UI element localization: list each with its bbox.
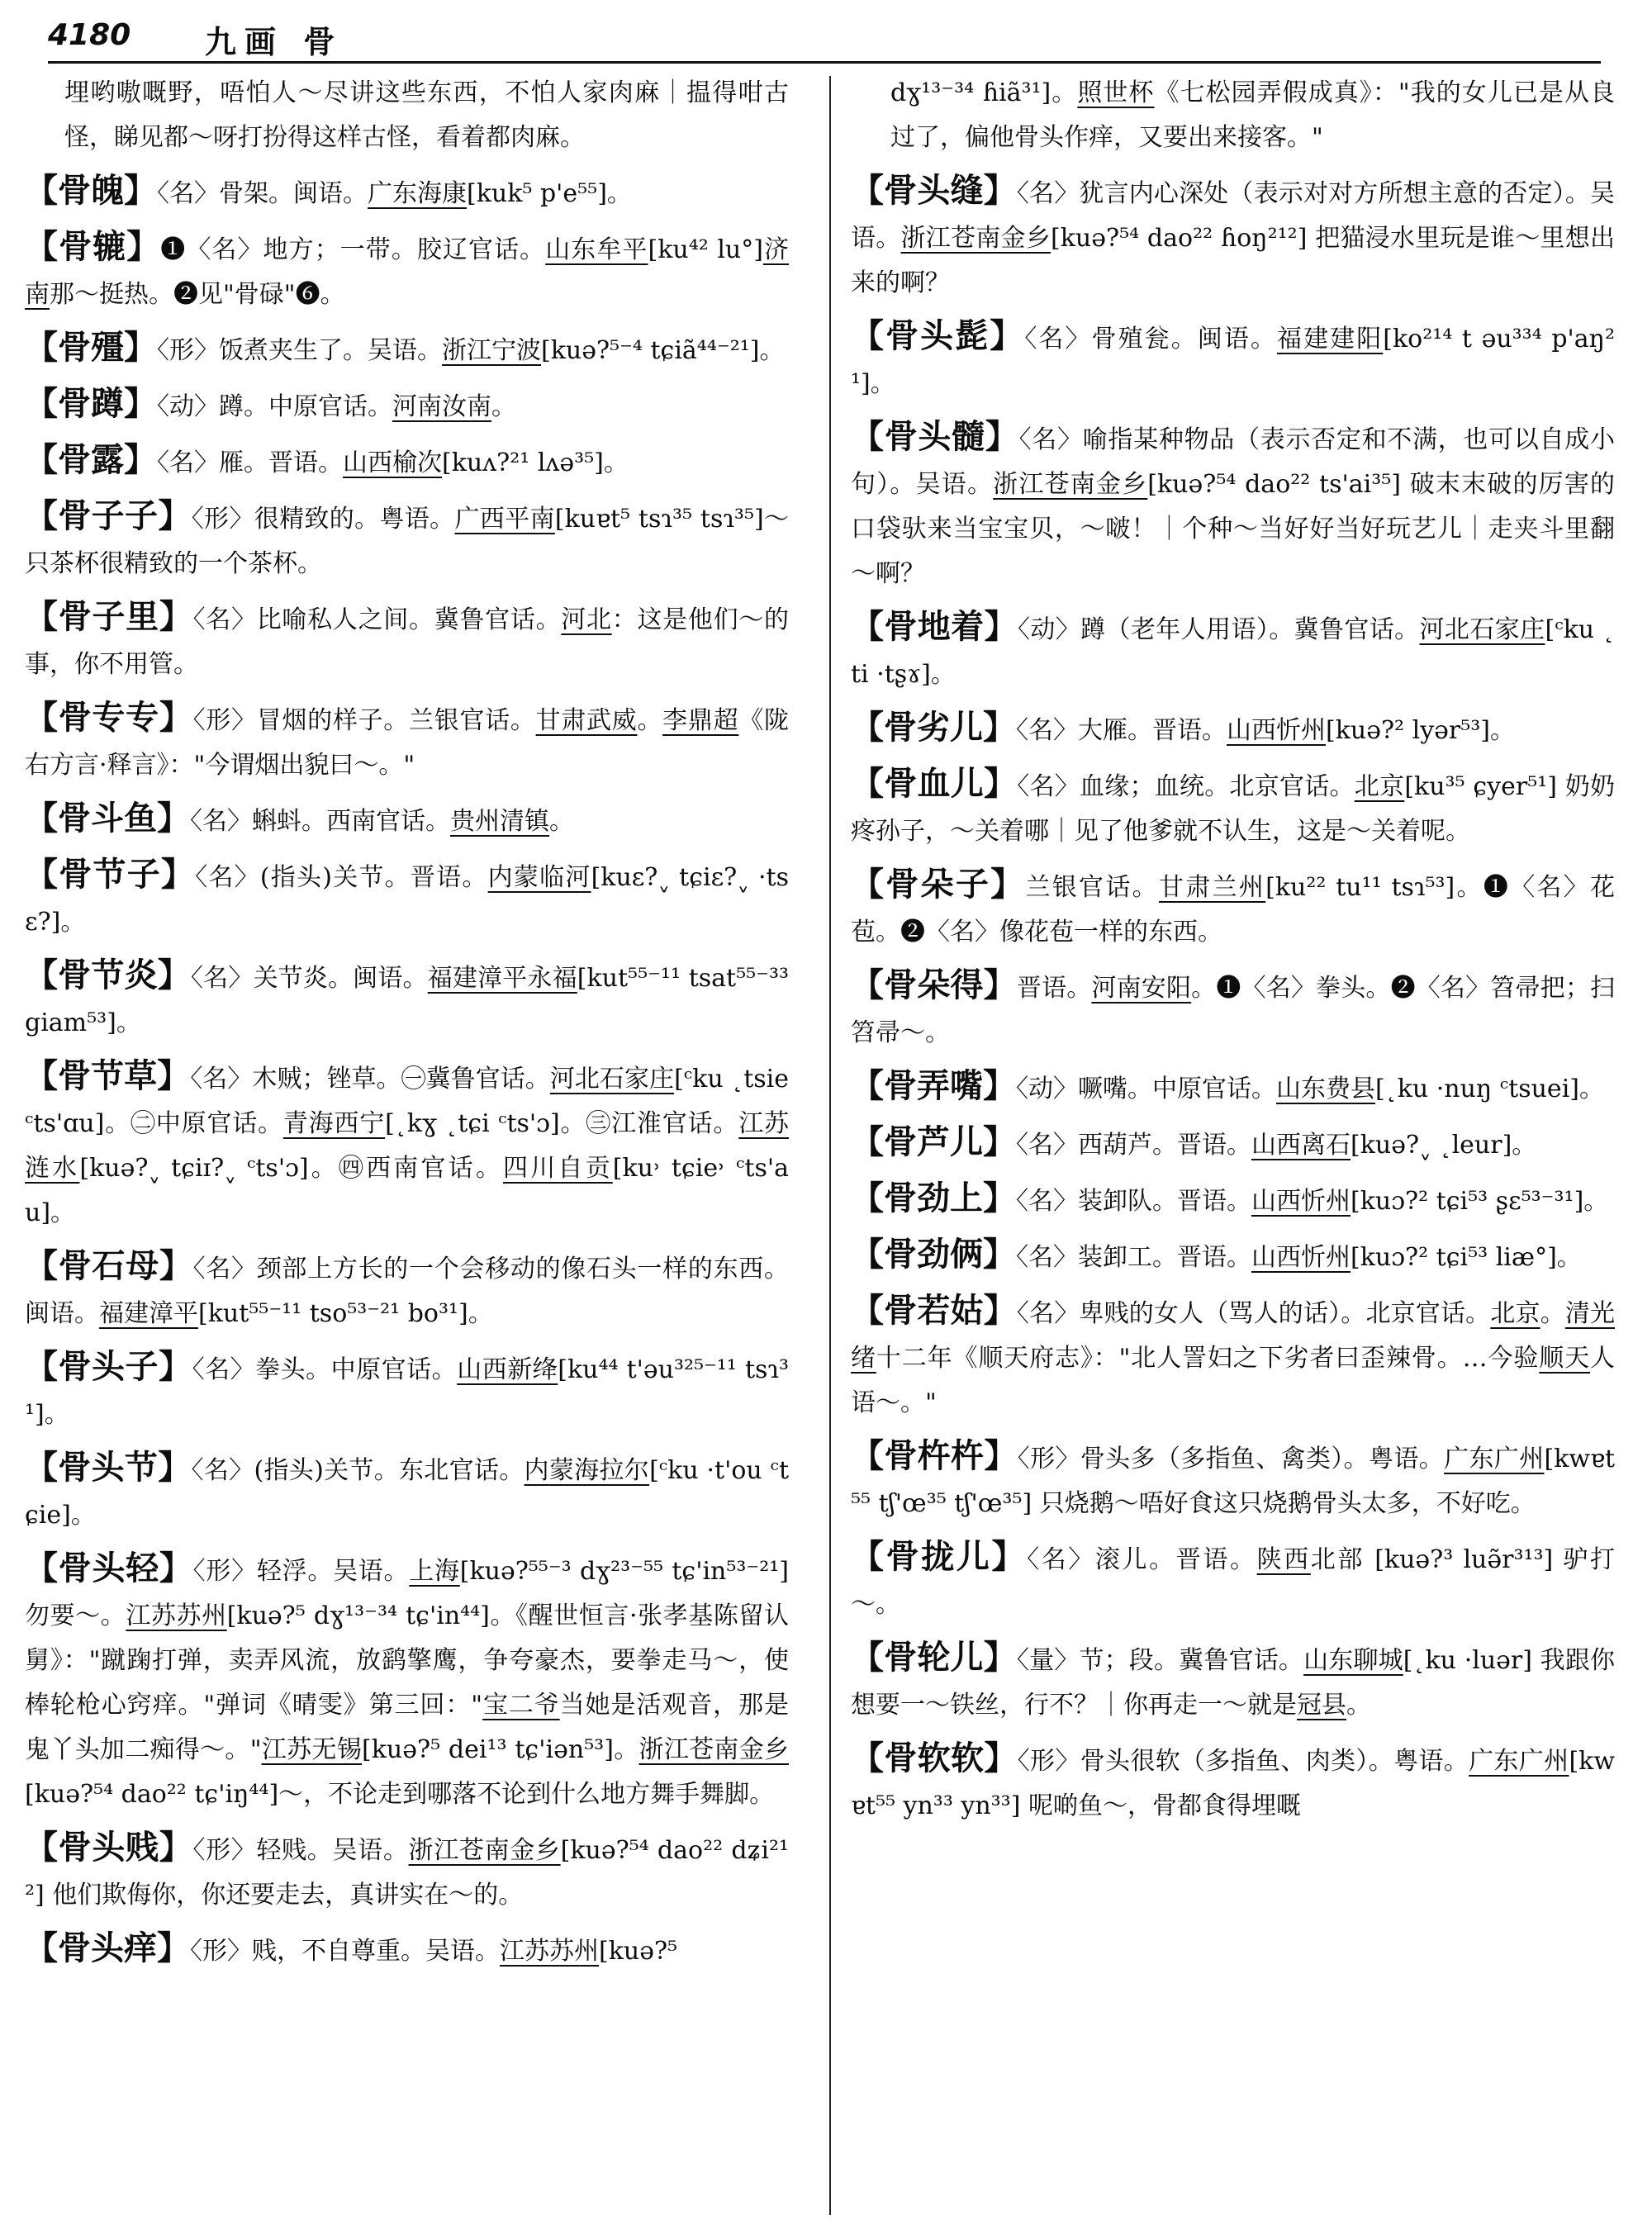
- entry-text: 〈形〉很精致的。粤语。: [191, 505, 455, 534]
- entry-text: [ku⁴² lu°]: [648, 235, 763, 264]
- dictionary-entry: [851, 1064, 1615, 1112]
- place-name: 浙江宁波: [442, 336, 541, 365]
- place-name: 河北石家庄: [1419, 615, 1545, 644]
- entry-text: 〈名〉颈部上方长的一个会移动的像石头一样的东西。闽语。: [25, 1255, 789, 1328]
- dictionary-entry: [25, 595, 789, 687]
- place-name: 山西忻州: [1251, 1187, 1351, 1216]
- entry-headword: 【骨头节】: [25, 1449, 192, 1487]
- entry-headword: 【骨蹲】: [25, 385, 157, 423]
- dictionary-entry: [851, 762, 1615, 854]
- dictionary-entry: [25, 1054, 789, 1236]
- dictionary-entry: [851, 1288, 1615, 1426]
- entry-text: [˛ku ·nuŋ ᶜtsuei]。: [1375, 1075, 1604, 1103]
- place-name: 河南汝南: [392, 392, 491, 421]
- dictionary-entry: [851, 415, 1615, 596]
- entry-text: 〈形〉饭煮夹生了。吴语。: [157, 336, 442, 365]
- entry-text: 〈名〉装卸队。晋语。: [1016, 1187, 1251, 1216]
- entry-text: 〈名〉木贼；锉草。㊀冀鲁官话。: [190, 1065, 550, 1094]
- dictionary-entry: [851, 1434, 1615, 1526]
- entry-text: 〈名〉(指头)关节。晋语。: [195, 863, 488, 892]
- entry-text: 。: [549, 807, 574, 836]
- place-name: 福建建阳: [1277, 325, 1384, 353]
- dictionary-entry: [25, 494, 789, 586]
- dictionary-entry: [25, 168, 789, 216]
- entry-text: [ko²¹⁴ t əu³³⁴ p'aŋ²¹]。: [851, 325, 1615, 398]
- entry-text: [kuə?⁵⁴ dao²² dʑi²¹²] 他们欺侮你，你还要走去，真讲实在～的。: [25, 1836, 789, 1910]
- place-name: 山西榆次: [343, 448, 442, 477]
- entry-text: ❶〈名〉地方；一带。胶辽官话。: [160, 235, 546, 264]
- entry-text: 埋哟嗷嘅野，唔怕人～尽讲这些东西，不怕人家肉麻｜揾得咁古怪，睇见都～呀打扮得这样古怪，看着都肉麻。: [64, 78, 789, 152]
- entry-headword: 【骨节炎】: [25, 956, 191, 994]
- entry-text: ：这是他们～的事，你不用管。: [25, 605, 789, 679]
- entry-headword: 【骨弄嘴】: [851, 1067, 1016, 1105]
- entry-text: 〈名〉(指头)关节。东北官话。: [191, 1456, 525, 1485]
- place-name: 内蒙海拉尔: [524, 1456, 650, 1485]
- entry-text: [kuɛ?ˬ tɕiɛ?ˬ ·tsɛ?]。: [25, 863, 789, 937]
- entry-text: 兰银官话。: [1025, 873, 1159, 902]
- entry-headword: 【骨殭】: [25, 329, 157, 367]
- place-name: 北京: [1490, 1299, 1540, 1328]
- place-name: 上海: [409, 1557, 460, 1586]
- dictionary-entry: [25, 1926, 789, 1974]
- place-name: 四川自贡: [503, 1154, 613, 1183]
- entry-continuation: [64, 71, 789, 160]
- entry-text: [kuə?⁵ dei¹³ tɕ'iən⁵³]。: [362, 1735, 639, 1764]
- entry-headword: 【骨头髭】: [851, 317, 1025, 355]
- page-header: [48, 15, 1601, 64]
- entry-headword: 【骨轮儿】: [851, 1639, 1017, 1677]
- left-column: [25, 71, 789, 2218]
- place-name: 甘肃武威: [535, 706, 638, 735]
- entry-text: [kwɐt⁵⁵ yn³³ yn³³] 呢啲鱼～，骨都食得埋嘅: [851, 1747, 1615, 1820]
- entry-text: 《陇右方言·释言》："今谓烟出貌曰～。": [25, 706, 789, 780]
- dictionary-entry: [851, 1635, 1615, 1728]
- entry-headword: 【骨辘】: [25, 228, 161, 266]
- entry-headword: 【骨头痒】: [25, 1929, 190, 1967]
- entry-headword: 【骨子子】: [25, 497, 192, 535]
- entry-text: [kwɐt⁵⁵ tʃ'œ³⁵ tʃ'œ³⁵] 只烧鹅～唔好食这只烧鹅骨头太多，不好吃。: [851, 1445, 1615, 1518]
- dictionary-entry: [851, 605, 1615, 697]
- dictionary-entry: [25, 796, 789, 844]
- dictionary-entry: [851, 314, 1615, 406]
- entry-text: [kuə?ˬ ˛leur]。: [1351, 1131, 1537, 1160]
- entry-text: [ku³⁵ ɕyer⁵¹] 奶奶疼孙子，～关着哪｜见了他爹就不认生，这是～关着呢。: [851, 772, 1615, 846]
- dictionary-entry: [25, 1244, 789, 1336]
- section-title: 九画 骨: [205, 24, 344, 60]
- entry-text: 〈名〉比喻私人之间。冀鲁官话。: [192, 605, 562, 634]
- entry-continuation: [890, 71, 1615, 160]
- entry-text: 〈形〉轻浮。吴语。: [192, 1557, 410, 1586]
- entry-text: [ᶜku ·t'ou ᶜtɕie]。: [25, 1456, 789, 1530]
- place-name: 河南安阳: [1091, 974, 1192, 1003]
- entry-text: 。: [491, 392, 516, 421]
- place-name: 北京: [1354, 772, 1405, 801]
- dictionary-entry: [851, 1535, 1615, 1627]
- entry-text: 〈名〉西葫芦。晋语。: [1016, 1131, 1251, 1160]
- place-name: 山东牟平: [545, 235, 648, 264]
- dictionary-entry: [25, 382, 789, 429]
- place-name: 李鼎超: [662, 706, 739, 735]
- place-name: 江苏苏州: [126, 1601, 227, 1630]
- place-name: 甘肃兰州: [1158, 873, 1266, 902]
- place-name: 浙江苍南金乡: [993, 470, 1148, 499]
- dictionary-entry: [25, 953, 789, 1046]
- place-name: 冠县: [1297, 1691, 1346, 1720]
- entry-text: 〈动〉噘嘴。中原官话。: [1016, 1075, 1276, 1103]
- entry-text: [kuɐt⁵ tsɿ³⁵ tsɿ³⁵]～只茶杯很精致的一个茶杯。: [25, 505, 789, 578]
- entry-text: 晋语。: [1016, 974, 1092, 1003]
- entry-text: [kuʌ?²¹ lʌə³⁵]。: [442, 448, 629, 477]
- entry-headword: 【骨头子】: [25, 1348, 192, 1386]
- entry-headword: 【骨节草】: [25, 1057, 191, 1095]
- place-name: 河北: [561, 605, 612, 634]
- entry-text: [kuə?⁵⁴ dao²² tɕ'iŋ⁴⁴]～，不论走到哪落不论到什么地方舞手舞脚。: [25, 1780, 775, 1809]
- entry-text: 〈名〉骨殖瓮。闽语。: [1024, 325, 1278, 353]
- place-name: 宝二爷: [482, 1691, 560, 1720]
- dictionary-entry: [25, 1445, 789, 1538]
- entry-headword: 【骨头缝】: [851, 172, 1017, 210]
- entry-headword: 【骨头髓】: [851, 418, 1019, 456]
- entry-text: [kuə?⁵⁴ dao²² ɦoŋ²¹²] 把猫浸水里玩是谁～里想出来的啊？: [851, 224, 1615, 297]
- dictionary-entry: [25, 1345, 789, 1437]
- entry-text: [kuk⁵ p'e⁵⁵]。: [467, 179, 632, 208]
- dictionary-entry: [851, 168, 1615, 306]
- entry-text: 〈名〉雁。晋语。: [157, 448, 343, 477]
- dictionary-entry: [851, 963, 1615, 1056]
- entry-text: 〈动〉蹲（老年人用语）。冀鲁官话。: [1017, 615, 1420, 644]
- entry-headword: 【骨芦儿】: [851, 1123, 1016, 1161]
- dictionary-entry: [851, 1232, 1615, 1280]
- place-name: 浙江苍南金乡: [638, 1735, 789, 1764]
- entry-text: [kuə?⁵⁴ dao²² ts'ai³⁵] 破末末破的厉害的口袋驮来当宝宝贝，～啵！｜个种～当好好当好玩艺儿｜走夹斗里翻～啊？: [851, 470, 1615, 588]
- entry-text: dɣ¹³⁻³⁴ ɦiã³¹]。: [890, 78, 1078, 107]
- page-number: 4180: [48, 18, 131, 52]
- place-name: 浙江苍南金乡: [408, 1836, 561, 1865]
- place-name: 福建漳平: [99, 1299, 198, 1328]
- entry-text: [˛kɣ ˛tɕi ᶜts'ɔ]。㊂江淮官话。: [385, 1109, 739, 1138]
- entry-text: 〈名〉喻指某种物品（表示否定和不满，也可以自成小句）。吴语。: [851, 425, 1615, 499]
- entry-text: [ᶜku ˛tsie ᶜts'ɑu]。㊁中原官话。: [25, 1065, 789, 1138]
- dictionary-entry: [25, 225, 789, 317]
- place-name: 福建漳平永福: [427, 964, 577, 993]
- entry-headword: 【骨若姑】: [851, 1292, 1017, 1330]
- entry-text: [ku⁴⁴ t'əu³²⁵⁻¹¹ tsɿ³¹]。: [25, 1355, 789, 1429]
- entry-headword: 【骨节子】: [25, 856, 196, 894]
- entry-text: 。: [1346, 1691, 1371, 1720]
- place-name: 山东聊城: [1303, 1646, 1403, 1675]
- entry-text: [ku˒ tɕie˒ ᶜts'au]。: [25, 1154, 789, 1227]
- entry-text: 十二年《顺天府志》："北人詈妇之下劣者曰歪辣骨。…今验: [876, 1344, 1540, 1373]
- dictionary-entry: [851, 705, 1615, 753]
- entry-text: 当她是活观音，那是鬼丫头加二痴得～。": [25, 1691, 789, 1764]
- place-name: 内蒙临河: [487, 863, 591, 892]
- place-name: 青海西宁: [282, 1109, 386, 1138]
- entry-text: [kuə?⁵: [599, 1937, 678, 1966]
- entry-text: 北部 [kuə?³ luə̃r³¹³] 驴打～。: [851, 1545, 1615, 1619]
- entry-text: [kuə?⁵ dɣ¹³⁻³⁴ tɕ'in⁴⁴]。《醒世恒言·张孝基陈留认舅》："蹴踘打弹，卖弄风流，放鹞擎鹰，争夸豪杰，要拳走马～，使棒轮枪心窍痒。"弹词《晴雯》第三回：": [25, 1601, 789, 1720]
- entry-text: 。: [637, 706, 663, 735]
- entry-text: 。: [1540, 1299, 1565, 1328]
- dictionary-entry: [851, 1120, 1615, 1168]
- entry-text: [kuɔ?² tɕi⁵³ liæ°]。: [1351, 1243, 1582, 1272]
- entry-text: 〈名〉血缘；血统。北京官话。: [1017, 772, 1355, 801]
- entry-headword: 【骨劲俩】: [851, 1236, 1016, 1274]
- entry-text: 〈形〉骨头多（多指鱼、禽类）。粤语。: [1017, 1445, 1445, 1473]
- entry-headword: 【骨劲上】: [851, 1179, 1016, 1217]
- column-divider: [829, 76, 831, 2215]
- entry-text: 〈名〉卑贱的女人（骂人的话）。北京官话。: [1016, 1299, 1491, 1328]
- place-name: 贵州清镇: [450, 807, 549, 836]
- dictionary-entry: [851, 1736, 1615, 1829]
- right-column: [851, 71, 1615, 2218]
- entry-text: 〈形〉骨头很软（多指鱼、肉类）。粤语。: [1017, 1747, 1469, 1776]
- place-name: 浙江苍南金乡: [900, 224, 1051, 253]
- entry-text: 〈形〉贱，不自尊重。吴语。: [190, 1937, 500, 1966]
- dictionary-entry: [25, 1825, 789, 1918]
- place-name: 陕西: [1256, 1545, 1311, 1574]
- entry-headword: 【骨劣儿】: [851, 709, 1016, 747]
- entry-text: [kuə?⁵⁵⁻³ dɣ²³⁻⁵⁵ tɕ'in⁵³⁻²¹] 勿要～。: [25, 1557, 789, 1630]
- entry-text: [ᶜku ˛ti ·tʂɤ]。: [851, 615, 1615, 689]
- entry-text: 〈名〉装卸工。晋语。: [1016, 1243, 1251, 1272]
- entry-text: 〈形〉冒烟的样子。兰银官话。: [192, 706, 536, 735]
- entry-text: [kut⁵⁵⁻¹¹ tsat⁵⁵⁻³³ giam⁵³]。: [25, 964, 789, 1037]
- entry-text: 〈名〉犹言内心深处（表示对对方所想主意的否定）。吴语。: [851, 179, 1615, 253]
- entry-text: 〈名〉骨架。闽语。: [157, 179, 368, 208]
- dictionary-entry: [25, 1546, 789, 1817]
- place-name: 河北石家庄: [549, 1065, 675, 1094]
- entry-text: [˛ku ·luər] 我跟你想要一～铁丝，行不？｜你再走一～就是: [851, 1646, 1615, 1720]
- entry-headword: 【骨专专】: [25, 699, 193, 737]
- entry-headword: 【骨斗鱼】: [25, 799, 190, 837]
- place-name: 山西离石: [1251, 1131, 1351, 1160]
- entry-headword: 【骨石母】: [25, 1247, 193, 1285]
- place-name: 济南: [25, 235, 789, 309]
- entry-text: [kuɔ?² tɕi⁵³ ʂɛ⁵³⁻³¹]。: [1351, 1187, 1609, 1216]
- entry-headword: 【骨朵子】: [851, 866, 1026, 904]
- entry-text: 人语～。": [851, 1344, 1615, 1417]
- place-name: 山西忻州: [1251, 1243, 1351, 1272]
- place-name: 江苏苏州: [500, 1937, 599, 1966]
- entry-text: 〈名〉关节炎。闽语。: [190, 964, 428, 993]
- entry-text: 〈量〉节；段。冀鲁官话。: [1016, 1646, 1304, 1675]
- place-name: 广东广州: [1469, 1747, 1569, 1776]
- entry-text: 〈名〉滚儿。晋语。: [1027, 1545, 1257, 1574]
- place-name: 山东费县: [1276, 1075, 1375, 1103]
- place-name: 江苏无锡: [261, 1735, 363, 1764]
- entry-headword: 【骨露】: [25, 441, 157, 479]
- entry-text: 《七松园弄假成真》："我的女儿已是从良过了，偏他骨头作痒，又要出来接客。": [890, 78, 1615, 152]
- place-name: 顺天: [1539, 1344, 1590, 1373]
- place-name: 广西平南: [454, 505, 555, 534]
- entry-text: 〈形〉轻贱。吴语。: [192, 1836, 409, 1865]
- entry-text: [ku²² tu¹¹ tsɿ⁵³]。❶〈名〉花苞。❷〈名〉像花苞一样的东西。: [851, 873, 1615, 947]
- entry-text: 〈名〉大雁。晋语。: [1016, 716, 1227, 745]
- dictionary-entry: [851, 1176, 1615, 1224]
- place-name: 山西新绛: [457, 1355, 558, 1384]
- place-name: 山西忻州: [1227, 716, 1326, 745]
- entry-headword: 【骨头贱】: [25, 1829, 193, 1867]
- entry-text: [kuə?ˬ tɕiɪ?ˬ ᶜts'ɔ]。㊃西南官话。: [79, 1154, 504, 1183]
- place-name: 照世杯: [1077, 78, 1155, 107]
- entry-headword: 【骨地着】: [851, 608, 1018, 646]
- entry-headword: 【骨子里】: [25, 598, 193, 636]
- entry-text: 〈名〉蝌蚪。西南官话。: [190, 807, 450, 836]
- entry-text: 〈名〉拳头。中原官话。: [192, 1355, 458, 1384]
- entry-text: 那～挺热。❷见"骨碌"❻。: [50, 280, 345, 309]
- place-name: 广东广州: [1444, 1445, 1545, 1473]
- dictionary-entry: [25, 438, 789, 486]
- entry-text: [kuə?⁵⁻⁴ tɕiã⁴⁴⁻²¹]。: [541, 336, 785, 365]
- place-name: 江苏涟水: [25, 1109, 789, 1183]
- entry-text: [kut⁵⁵⁻¹¹ tso⁵³⁻²¹ bo³¹]。: [198, 1299, 493, 1328]
- entry-headword: 【骨魄】: [25, 172, 157, 210]
- dictionary-entry: [25, 325, 789, 373]
- entry-text: [kuə?² lyər⁵³]。: [1326, 716, 1515, 745]
- entry-headword: 【骨血儿】: [851, 765, 1018, 803]
- entry-headword: 【骨杵杵】: [851, 1437, 1018, 1475]
- dictionary-entry: [25, 695, 789, 788]
- entry-headword: 【骨软软】: [851, 1739, 1018, 1777]
- place-name: 广东海康: [368, 179, 467, 208]
- entry-headword: 【骨头轻】: [25, 1549, 193, 1587]
- entry-text: 〈动〉蹲。中原官话。: [157, 392, 392, 421]
- dictionary-entry: [25, 852, 789, 945]
- place-name: 清光绪: [851, 1299, 1615, 1373]
- dictionary-entry: [851, 862, 1615, 955]
- entry-headword: 【骨拢儿】: [851, 1538, 1028, 1576]
- entry-text: 。❶〈名〉拳头。❷〈名〉笤帚把；扫笤帚～。: [851, 974, 1615, 1047]
- entry-headword: 【骨朵得】: [851, 966, 1017, 1004]
